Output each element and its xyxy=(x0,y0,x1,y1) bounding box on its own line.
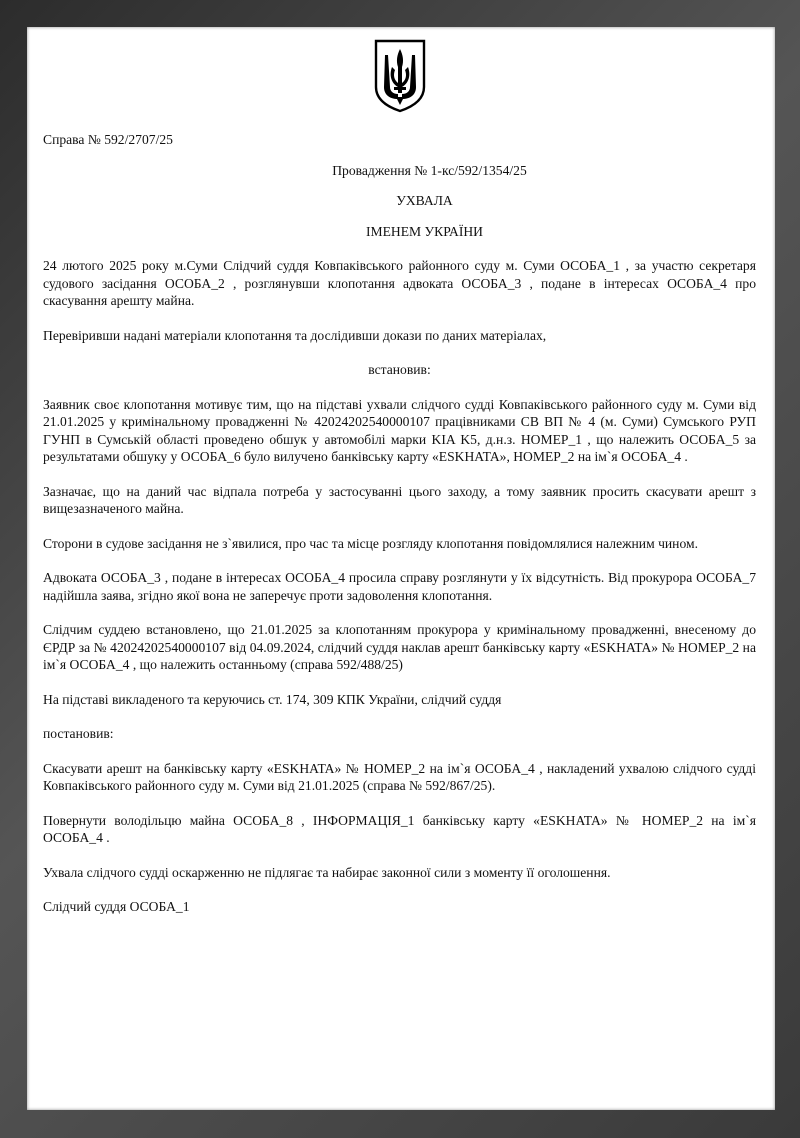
paragraph-need: Зазначає, що на даний час відпала потреба у застосуванні цього заходу, а тому заявник просить скасувати арешт з вищезазначеного майна. xyxy=(43,483,756,516)
paragraph-motion: Заявник своє клопотання мотивує тим, що на підставі ухвали слідчого судді Ковпаківського районного суду м. Суми від 21.01.2025 у кримінальному провадженні № 42024202540000107 працівниками СВ ВП № 4 (м. Суми) Сумського РУП ГУНП в Сумській області проведено обшук у автомобілі марки KIA K5, д.н.з. НОМЕР_1 , що належить ОСОБА_5 за результатами обшуку у ОСОБА_6 було вилучено банківську карту «ESKHATA», НОМЕР_2 на ім`я ОСОБА_4 . xyxy=(43,396,756,464)
resolution-cancel-arrest: Скасувати арешт на банківську карту «ESKHATA» № НОМЕР_2 на ім`я ОСОБА_4 , накладений ухвалою слідчого судді Ковпаківського районного суду м. Суми від 21.01.2025 (справа № 592/867/25). xyxy=(43,760,756,793)
paragraph-findings: Слідчим суддею встановлено, що 21.01.2025 за клопотанням прокурора у кримінальному провадженні, внесеному до ЄРДР за № 42024202540000107 від 04.09.2024, слідчий суддя наклав арешт банківську карту «ESKHATA» № НОМЕР_2 на ім`я ОСОБА_4 , що належить останньому (справа 592/488/25) xyxy=(43,622,756,672)
document-subtitle: ІМЕНЕМ УКРАЇНИ xyxy=(365,223,483,239)
case-number: Справа № 592/2707/25 xyxy=(43,132,173,147)
checked-paragraph: Перевіривши надані матеріали клопотання та дослідивши докази по даних матеріалах, xyxy=(43,327,547,343)
established-heading: встановив: xyxy=(368,362,431,377)
intro-paragraph: 24 лютого 2025 року м.Суми Слідчий суддя Ковпаківського районного суду м. Суми ОСОБА_1 , за участю секретаря судового засідання ОСОБА_2 , розглянувши клопотання адвоката ОСОБА_3 , подане в інтересах ОСОБА_4 про скасування арешту майна. xyxy=(43,258,756,308)
document-body xyxy=(43,35,756,916)
resolution-not-appealable: Ухвала слідчого судді оскарженню не підлягає та набирає законної сили з моменту її оголошення. xyxy=(43,864,611,880)
resolved-heading: постановив: xyxy=(43,726,114,741)
judge-signature: Слідчий суддя ОСОБА_1 xyxy=(43,899,190,914)
ukraine-coat-of-arms-icon xyxy=(372,37,428,113)
resolution-return-property: Повернути володільцю майна ОСОБА_8 , ІНФОРМАЦІЯ_1 банківську карту «ESKHATA» № НОМЕР_2 на ім`я ОСОБА_4 . xyxy=(43,812,756,845)
proceeding-number: Провадження № 1-кс/592/1354/25 xyxy=(332,162,527,178)
paragraph-lawyer: Адвоката ОСОБА_3 , подане в інтересах ОСОБА_4 просила справу розглянути у їх відсутність. Від прокурора ОСОБА_7 надійшла заява, згідно якої вона не заперечує проти задоволення клопотання. xyxy=(43,570,756,603)
document-page xyxy=(27,27,775,1110)
paragraph-parties: Сторони в судове засідання не з`явилися, про час та місце розгляду клопотання повідомлялися належним чином. xyxy=(43,535,698,551)
document-title: УХВАЛА xyxy=(396,193,453,208)
paragraph-basis: На підставі викладеного та керуючись ст. 174, 309 КПК України, слідчий суддя xyxy=(43,691,502,707)
